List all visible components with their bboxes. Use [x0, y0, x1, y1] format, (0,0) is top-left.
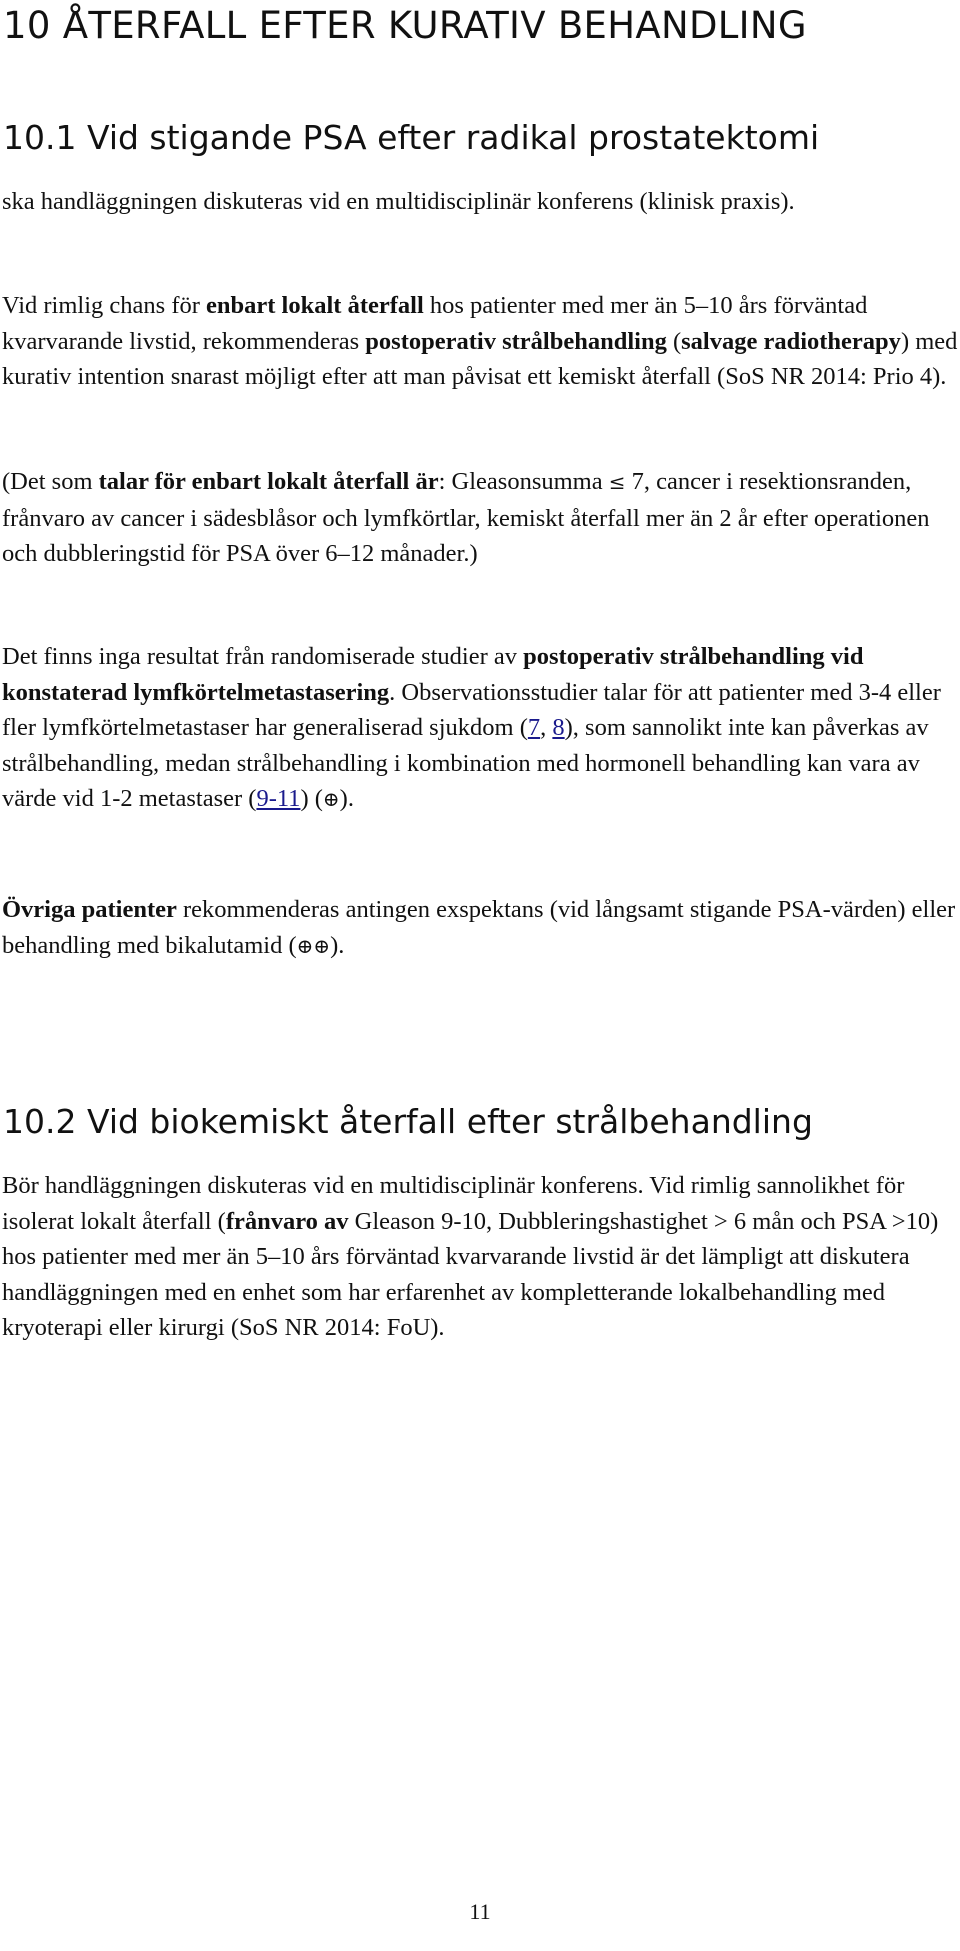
- evidence-grade-symbol: ⊕: [322, 787, 340, 811]
- text-span: Bör handläggningen diskuteras vid en multidisciplinär konferens. Vid rimlig sannolikhet för isolerat lokalt återfall (: [2, 1172, 905, 1235]
- text-span: hos patienter med mer än 5–10 års förväntad kvarvarande livstid, rekommenderas: [2, 292, 868, 355]
- text-span: Vid rimlig chans för: [2, 292, 207, 319]
- text-span: : Gleasonsumma: [438, 468, 609, 495]
- reference-link-7[interactable]: 7: [527, 714, 541, 741]
- text-span: ).: [330, 931, 345, 959]
- text-span: ) med kurativ intention snarast möjligt efter att man påvisat ett kemiskt återfall (SoS NR 2014: Prio 4).: [2, 327, 958, 390]
- less-equal-symbol: ≤: [608, 470, 626, 494]
- section-10-2-title: 10.2 Vid biokemiskt återfall efter strålbehandling: [3, 1102, 813, 1141]
- bold-span: Övriga patienter: [2, 896, 177, 923]
- text-span: rekommenderas antingen exspektans (vid långsamt stigande PSA-värden) eller behandling med bikalutamid (: [2, 896, 956, 959]
- reference-link-9-11[interactable]: 9-11: [256, 785, 301, 812]
- text-span: ,: [540, 714, 553, 741]
- section-10-1-paragraph-5: [2, 892, 958, 964]
- evidence-grade-symbol: ⊕⊕: [296, 933, 331, 958]
- bold-span: postoperativ strålbehandling: [365, 327, 667, 355]
- text-span: ).: [339, 785, 354, 812]
- section-10-1-paragraph-1: ska handläggningen diskuteras vid en multidisciplinär konferens (klinisk praxis).: [2, 188, 795, 215]
- text-span: . Observationsstudier talar för att patienter med 3-4 eller fler lymfkörtelmetastaser har generaliserad sjukdom (: [2, 678, 941, 741]
- text-span: Det finns inga resultat från randomiserade studier av: [2, 643, 524, 670]
- text-span: ), som sannolikt inte kan påverkas av strålbehandling, medan strålbehandling i kombination med hormonell behandling kan vara av värde vid 1-2 metastaser (: [2, 714, 929, 812]
- reference-link-8[interactable]: 8: [552, 714, 565, 741]
- section-10-1-paragraph-2: [2, 288, 958, 395]
- section-10-1-paragraph-4: [2, 639, 958, 818]
- bold-span: salvage radiotherapy: [681, 327, 901, 355]
- text-span: Gleason 9-10, Dubbleringshastighet > 6 mån och PSA >10) hos patienter med mer än 5–10 års förväntad kvarvarande livstid är det lämpligt att diskutera handläggningen med en enhet som har erfarenhet av kompletterande lokalbehandling med kryoterapi eller kirurgi (SoS NR 2014: FoU).: [2, 1207, 939, 1341]
- bold-span: frånvaro av: [225, 1207, 349, 1235]
- section-10-2-paragraph-1: [2, 1168, 958, 1346]
- section-10-1-paragraph-3: [2, 464, 958, 572]
- text-span: 7, cancer i resektionsranden, frånvaro av cancer i sädesblåsor och lymfkörtlar, kemiskt återfall mer än 2 år efter operationen och dubbleringstid för PSA över 6–12 månader.): [2, 468, 930, 567]
- page-number: 11: [469, 1899, 491, 1924]
- bold-span: enbart lokalt återfall: [206, 292, 424, 319]
- text-span: (: [666, 327, 682, 355]
- chapter-title: 10 ÅTERFALL EFTER KURATIV BEHANDLING: [3, 4, 807, 47]
- bold-span: postoperativ strålbehandling vid konstaterad lymfkörtelmetastasering: [2, 643, 864, 706]
- text-span: (Det som: [2, 468, 99, 495]
- bold-span: talar för enbart lokalt återfall är: [98, 468, 439, 495]
- section-10-1-title: 10.1 Vid stigande PSA efter radikal prostatektomi: [3, 118, 820, 157]
- text-span: ) (: [300, 785, 323, 812]
